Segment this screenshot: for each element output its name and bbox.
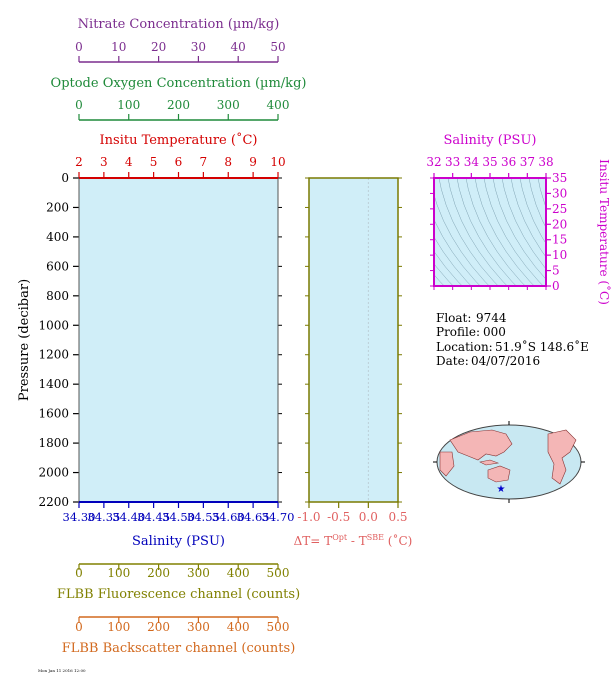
temperature-axis-tick-label: 3 xyxy=(100,155,108,169)
pressure-axis-title: Pressure (decibar) xyxy=(17,278,32,402)
salinity-axis-tick-label: 34.65 xyxy=(236,510,270,524)
salinity-axis-tick-label: 34.60 xyxy=(211,510,245,524)
delta-t-axis-tick-label: 0.5 xyxy=(388,510,408,524)
ts-x-tick-label: 37 xyxy=(519,155,535,169)
salinity-axis-tick-label: 34.40 xyxy=(112,510,146,524)
float-value: 9744 xyxy=(476,311,507,325)
float-label: Float: xyxy=(436,311,472,325)
world-map xyxy=(433,421,585,503)
ts-y-title: Insitu Temperature (˚C) xyxy=(597,159,611,305)
backscatter-axis-tick-label: 400 xyxy=(226,620,250,634)
fluorescence-axis-tick-label: 300 xyxy=(186,566,210,580)
backscatter-axis-tick-label: 500 xyxy=(266,620,290,634)
float-location-marker: ★ xyxy=(496,484,506,495)
backscatter-axis-tick-label: 0 xyxy=(75,620,83,634)
pressure-axis-tick-label: 2000 xyxy=(38,465,69,480)
pressure-axis-tick-label: 200 xyxy=(46,200,69,215)
ts-x-tick-label: 33 xyxy=(445,155,461,169)
fluorescence-axis-tick-label: 200 xyxy=(147,566,171,580)
pressure-axis-tick-label: 0 xyxy=(61,171,69,185)
oxygen-axis-tick-label: 100 xyxy=(117,98,141,112)
salinity-axis-tick-label: 34.35 xyxy=(87,510,121,524)
temperature-axis-tick-label: 4 xyxy=(124,155,133,169)
temperature-axis-tick-label: 8 xyxy=(224,155,233,169)
main-panel-background xyxy=(79,178,278,502)
oxygen-axis-tick-label: 400 xyxy=(266,98,290,112)
ts-y-tick-label: 5 xyxy=(552,263,560,278)
temperature-axis xyxy=(75,132,285,178)
nitrate-axis-tick-label: 40 xyxy=(230,40,246,54)
nitrate-axis-tick-label: 50 xyxy=(270,40,286,54)
temperature-axis-title: Insitu Temperature (˚C) xyxy=(99,133,258,148)
fluorescence-axis-tick-label: 100 xyxy=(107,566,131,580)
delta-t-title-sup-sbe: SBE xyxy=(366,533,384,542)
ts-x-tick-label: 34 xyxy=(463,155,479,169)
pressure-axis-tick-label: 800 xyxy=(46,288,69,303)
backscatter-axis xyxy=(62,617,296,656)
temperature-axis-tick-label: 9 xyxy=(249,155,257,169)
fluorescence-axis-title: FLBB Fluorescence channel (counts) xyxy=(56,587,301,602)
location-value: 51.9˚S 148.6˚E xyxy=(495,340,589,354)
salinity-axis-tick-label: 34.70 xyxy=(261,510,295,524)
nitrate-axis-tick-label: 0 xyxy=(75,40,83,54)
temperature-axis-tick-label: 7 xyxy=(199,155,208,169)
backscatter-axis-tick-label: 300 xyxy=(186,620,210,634)
location-label: Location: xyxy=(436,340,493,354)
ts-x-tick-label: 38 xyxy=(538,155,554,169)
nitrate-axis-tick-label: 10 xyxy=(111,40,127,54)
ts-y-tick-label: 20 xyxy=(552,217,568,232)
temperature-axis-tick-label: 2 xyxy=(75,155,83,169)
salinity-axis-title: Salinity (PSU) xyxy=(132,534,225,549)
delta-t-title-part: - T xyxy=(347,534,367,548)
oxygen-axis-tick-label: 0 xyxy=(75,98,83,112)
delta-t-axis-tick-label: -0.5 xyxy=(327,510,351,524)
salinity-axis-tick-label: 34.50 xyxy=(162,510,195,524)
ts-y-tick-label: 10 xyxy=(552,248,568,263)
oxygen-axis xyxy=(51,76,307,120)
nitrate-axis xyxy=(75,17,285,62)
salinity-axis-tick-label: 34.30 xyxy=(62,510,96,524)
pressure-axis-tick-label: 2200 xyxy=(38,495,69,509)
ts-y-tick-label: 35 xyxy=(552,171,568,185)
date-label: Date: xyxy=(436,354,469,368)
oxygen-axis-tick-label: 300 xyxy=(216,98,240,112)
ts-x-title: Salinity (PSU) xyxy=(443,133,537,148)
backscatter-axis-tick-label: 100 xyxy=(107,620,131,634)
fluorescence-axis-tick-label: 0 xyxy=(75,566,83,580)
temperature-axis-tick-label: 5 xyxy=(149,155,158,169)
profile-label: Profile: xyxy=(436,325,481,339)
float-info xyxy=(436,311,589,368)
delta-t-title-part: ΔT= T xyxy=(293,534,333,548)
fluorescence-axis xyxy=(57,564,300,602)
ts-x-tick-label: 35 xyxy=(482,155,498,169)
pressure-axis-tick-label: 1800 xyxy=(38,436,69,451)
ts-y-tick-label: 30 xyxy=(552,186,568,201)
fluorescence-axis-tick-label: 500 xyxy=(266,566,290,580)
salinity-axis xyxy=(63,502,295,549)
ts-y-tick-label: 0 xyxy=(552,279,560,293)
date-value: 04/07/2016 xyxy=(471,354,541,368)
ts-contour xyxy=(537,173,607,296)
delta-t-axis-title xyxy=(294,533,413,548)
ts-x-tick-label: 32 xyxy=(426,155,442,169)
nitrate-axis-tick-label: 20 xyxy=(150,40,167,54)
pressure-axis-tick-label: 1400 xyxy=(38,377,69,392)
backscatter-axis-tick-label: 200 xyxy=(147,620,171,634)
pressure-axis-tick-label: 600 xyxy=(46,259,69,274)
delta-t-axis-tick-label: -1.0 xyxy=(297,510,321,524)
delta-t-axis-tick-label: 0.0 xyxy=(358,510,378,524)
ts-y-tick-label: 15 xyxy=(552,232,568,247)
ts-panel-background xyxy=(434,178,546,286)
pressure-axis-tick-label: 1600 xyxy=(38,406,69,421)
pressure-axis-tick-label: 400 xyxy=(46,229,69,244)
temperature-axis-tick-label: 10 xyxy=(270,155,286,169)
ts-x-tick-label: 36 xyxy=(501,155,517,169)
oxygen-axis-tick-label: 200 xyxy=(167,98,190,112)
profile-value: 000 xyxy=(483,325,506,339)
delta-t-title-sup-opt: Opt xyxy=(332,533,348,542)
temperature-axis-tick-label: 6 xyxy=(174,155,183,169)
salinity-axis-tick-label: 34.55 xyxy=(186,510,220,524)
pressure-axis-tick-label: 1000 xyxy=(38,318,69,333)
footer-stamp: Mon Jan 11 2016 12:00 xyxy=(38,668,86,673)
delta-t-title-part: (˚C) xyxy=(383,534,413,548)
fluorescence-axis-tick-label: 400 xyxy=(226,566,250,580)
backscatter-axis-title: FLBB Backscatter channel (counts) xyxy=(61,641,296,656)
pressure-axis-tick-label: 1200 xyxy=(38,347,69,362)
salinity-axis-tick-label: 34.45 xyxy=(137,510,171,524)
nitrate-axis-tick-label: 30 xyxy=(190,40,207,54)
delta-t-panel-background xyxy=(309,178,398,502)
ts-y-tick-label: 25 xyxy=(552,201,568,216)
oxygen-axis-title: Optode Oxygen Concentration (µm/kg) xyxy=(50,76,307,91)
nitrate-axis-title: Nitrate Concentration (µm/kg) xyxy=(77,17,280,32)
